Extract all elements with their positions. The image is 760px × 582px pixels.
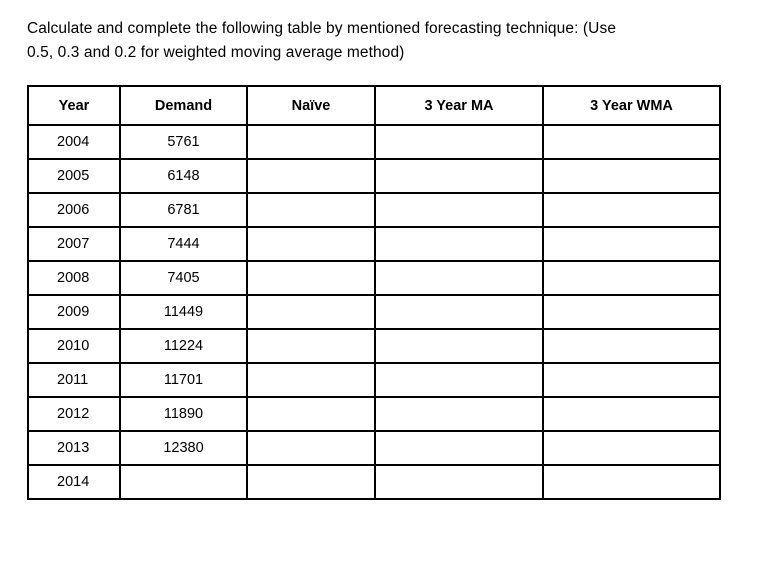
naive-cell (247, 261, 375, 295)
header-demand: Demand (120, 86, 247, 125)
demand-cell: 7405 (120, 261, 247, 295)
ma-cell (375, 295, 543, 329)
demand-cell: 11224 (120, 329, 247, 363)
year-cell: 2010 (28, 329, 120, 363)
demand-cell: 6781 (120, 193, 247, 227)
table-row (28, 397, 720, 431)
header-3-year-ma: 3 Year MA (375, 86, 543, 125)
header-naive: Naïve (247, 86, 375, 125)
table-row (28, 363, 720, 397)
demand-cell: 7444 (120, 227, 247, 261)
table-body (28, 125, 720, 499)
demand-cell: 11701 (120, 363, 247, 397)
year-cell: 2009 (28, 295, 120, 329)
table-row (28, 125, 720, 159)
instructions-line-2: 0.5, 0.3 and 0.2 for weighted moving average method) (27, 44, 405, 61)
naive-cell (247, 125, 375, 159)
demand-cell: 6148 (120, 159, 247, 193)
ma-cell (375, 261, 543, 295)
demand-cell: 5761 (120, 125, 247, 159)
ma-cell (375, 363, 543, 397)
header-year: Year (28, 86, 120, 125)
year-cell: 2007 (28, 227, 120, 261)
year-cell: 2012 (28, 397, 120, 431)
wma-cell (543, 261, 720, 295)
table-row (28, 295, 720, 329)
year-cell: 2011 (28, 363, 120, 397)
year-cell: 2014 (28, 465, 120, 499)
table-row (28, 159, 720, 193)
year-cell: 2005 (28, 159, 120, 193)
header-row (28, 86, 720, 125)
ma-cell (375, 159, 543, 193)
naive-cell (247, 465, 375, 499)
naive-cell (247, 159, 375, 193)
wma-cell (543, 397, 720, 431)
naive-cell (247, 329, 375, 363)
year-cell: 2006 (28, 193, 120, 227)
wma-cell (543, 431, 720, 465)
demand-cell (120, 465, 247, 499)
wma-cell (543, 159, 720, 193)
instructions-line-1: Calculate and complete the following table by mentioned forecasting technique: (Use (27, 20, 617, 37)
year-cell: 2004 (28, 125, 120, 159)
table-row (28, 465, 720, 499)
demand-cell: 11449 (120, 295, 247, 329)
year-cell: 2008 (28, 261, 120, 295)
naive-cell (247, 431, 375, 465)
ma-cell (375, 193, 543, 227)
ma-cell (375, 431, 543, 465)
naive-cell (247, 227, 375, 261)
wma-cell (543, 363, 720, 397)
naive-cell (247, 397, 375, 431)
year-cell: 2013 (28, 431, 120, 465)
wma-cell (543, 465, 720, 499)
ma-cell (375, 397, 543, 431)
demand-cell: 12380 (120, 431, 247, 465)
wma-cell (543, 295, 720, 329)
forecast-table (27, 85, 721, 500)
wma-cell (543, 227, 720, 261)
ma-cell (375, 125, 543, 159)
demand-cell: 11890 (120, 397, 247, 431)
table-row (28, 261, 720, 295)
header-3-year-wma: 3 Year WMA (543, 86, 720, 125)
table-row (28, 329, 720, 363)
naive-cell (247, 363, 375, 397)
instructions-text (27, 17, 727, 65)
wma-cell (543, 125, 720, 159)
ma-cell (375, 227, 543, 261)
table-row (28, 227, 720, 261)
wma-cell (543, 193, 720, 227)
table-row (28, 431, 720, 465)
wma-cell (543, 329, 720, 363)
ma-cell (375, 329, 543, 363)
naive-cell (247, 295, 375, 329)
naive-cell (247, 193, 375, 227)
table-row (28, 193, 720, 227)
ma-cell (375, 465, 543, 499)
